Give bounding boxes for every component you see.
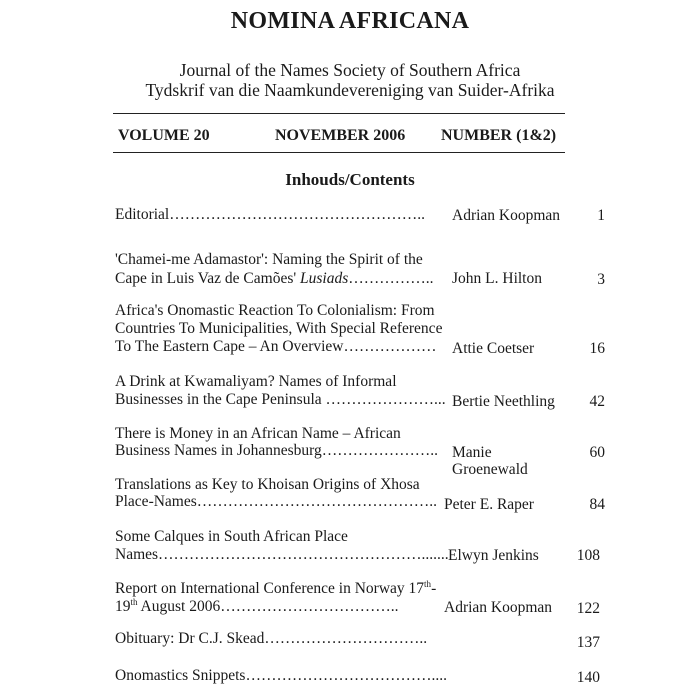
header-rule-top bbox=[113, 113, 565, 114]
toc-entry-page: 60 bbox=[589, 444, 605, 461]
toc-entry-title-line: There is Money in an African Name – African bbox=[115, 425, 401, 442]
toc-entry-title-line: Business Names in Johannesburg………………….. bbox=[115, 442, 439, 459]
journal-title: NOMINA AFRICANA bbox=[230, 8, 470, 34]
toc-entry-page: 108 bbox=[576, 547, 600, 564]
toc-entry-page: 42 bbox=[589, 393, 605, 410]
toc-entry-page: 16 bbox=[589, 340, 605, 357]
issue-number: NUMBER (1&2) bbox=[441, 127, 557, 144]
issue-date: NOVEMBER 2006 bbox=[275, 127, 406, 144]
toc-title-text: Report on International Conference in Norway 17 bbox=[115, 580, 425, 597]
toc-entry-title: Onomastics Snippets……………………………….... bbox=[115, 667, 447, 684]
journal-subtitle-english: Journal of the Names Society of Southern Africa bbox=[179, 60, 521, 80]
toc-entry-page: 84 bbox=[589, 496, 605, 513]
toc-title-text: August 2006…………………………….. bbox=[137, 598, 399, 615]
toc-entry-title-line: Translations as Key to Khoisan Origins of Xhosa bbox=[115, 476, 420, 493]
toc-entry-author: Adrian Koopman bbox=[444, 599, 553, 616]
toc-title-italic: Lusiads bbox=[300, 270, 349, 287]
toc-entry-author: Manie bbox=[452, 444, 492, 461]
toc-entry-page: 3 bbox=[597, 271, 605, 288]
toc-entry-title-line: 'Chamei-me Adamastor': Naming the Spirit of the bbox=[115, 251, 423, 268]
toc-entry-title-line: To The Eastern Cape – An Overview……………… bbox=[115, 338, 437, 355]
toc-entry-title-line: Businesses in the Cape Peninsula …………………... bbox=[115, 391, 446, 408]
toc-entry-author: Elwyn Jenkins bbox=[448, 547, 539, 564]
toc-entry-author: Peter E. Raper bbox=[444, 496, 534, 513]
toc-title-text: Cape in Luis Vaz de Camões' bbox=[115, 270, 301, 287]
toc-entry-title-line bbox=[115, 598, 398, 616]
header-rule-bottom bbox=[113, 152, 565, 153]
toc-title-superscript: th bbox=[424, 578, 432, 589]
toc-entry-title-line: Names……………………………………………....... bbox=[115, 546, 449, 563]
toc-title-text: - bbox=[431, 580, 437, 597]
issue-volume: VOLUME 20 bbox=[118, 127, 210, 144]
toc-entry-title-line: Some Calques in South African Place bbox=[115, 528, 348, 545]
toc-entry-title-line: Countries To Municipalities, With Special Reference bbox=[115, 320, 443, 337]
toc-entry-title-line: A Drink at Kwamaliyam? Names of Informal bbox=[115, 373, 397, 390]
toc-entry-title-line bbox=[115, 580, 436, 598]
toc-entry-title-line: Africa's Onomastic Reaction To Colonialism: From bbox=[115, 302, 435, 319]
toc-entry-page: 140 bbox=[576, 669, 600, 686]
toc-entry-author: Attie Coetser bbox=[452, 340, 535, 357]
toc-title-superscript: th bbox=[130, 596, 138, 607]
toc-entry-title-line bbox=[115, 270, 434, 288]
toc-entry-page: 1 bbox=[597, 207, 605, 224]
toc-title-text: 19 bbox=[115, 598, 131, 615]
toc-entry-page: 122 bbox=[576, 600, 600, 617]
contents-heading: Inhouds/Contents bbox=[285, 170, 415, 189]
toc-entry-page: 137 bbox=[576, 634, 600, 651]
toc-entry-title: Editorial………………………………………….. bbox=[115, 206, 425, 223]
journal-subtitle-afrikaans: Tydskrif van die Naamkundevereniging van Suider-Afrika bbox=[145, 80, 555, 100]
toc-title-dots: …………….. bbox=[348, 270, 434, 287]
toc-entry-author: Groenewald bbox=[452, 461, 528, 478]
toc-entry-author: Adrian Koopman bbox=[452, 207, 561, 224]
toc-entry-author: John L. Hilton bbox=[452, 270, 542, 287]
toc-entry-title-line: Place-Names……………………………………….. bbox=[115, 493, 438, 510]
toc-entry-author: Bertie Neethling bbox=[452, 393, 555, 410]
toc-entry-title: Obituary: Dr C.J. Skead………………………….. bbox=[115, 630, 428, 647]
